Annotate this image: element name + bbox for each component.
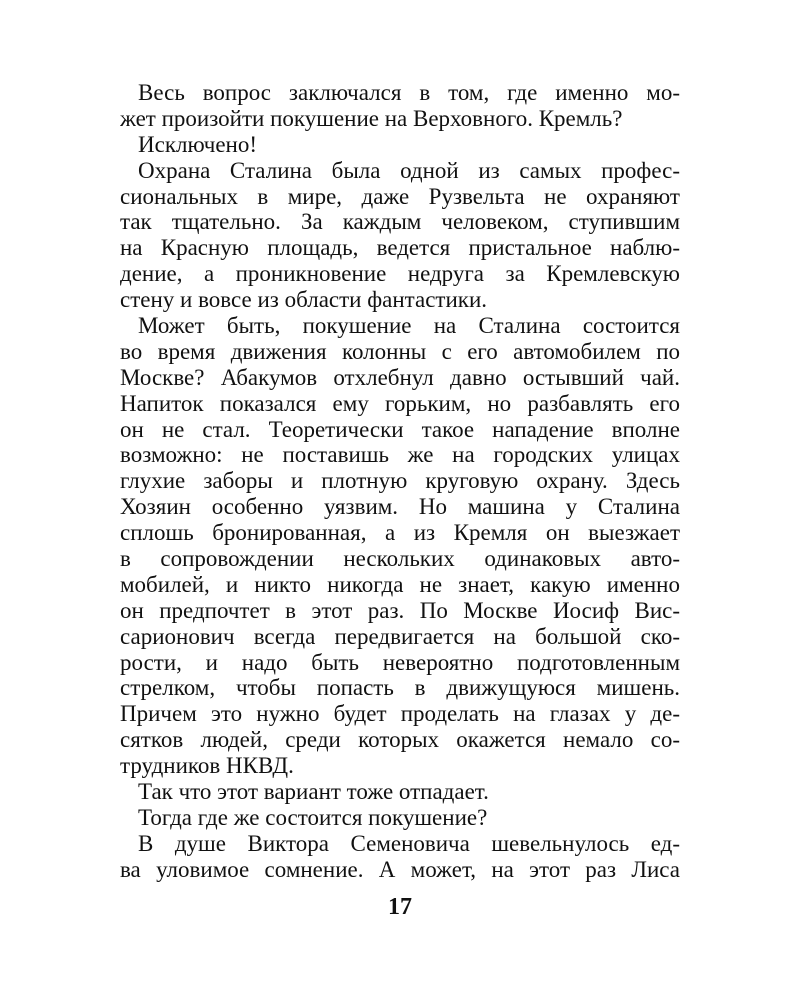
text-line: Тогда где же состоится покушение?: [138, 804, 488, 830]
text-line: ва уловимое сомнение. А может, на этот раз Лиса: [120, 856, 680, 882]
text-line: сиональных в мире, даже Рузвельта не охраняют: [120, 183, 680, 209]
text-line: Москве? Абакумов отхлебнул давно остывший чай.: [120, 364, 680, 390]
text-line: дение, а проникновение недруга за Кремлевскую: [120, 261, 680, 287]
text-line: сятков людей, среди которых окажется немало со-: [120, 727, 680, 753]
text-line: стрелком, чтобы попасть в движущуюся мишень.: [120, 675, 680, 701]
text-line: возможно: не поставишь же на городских улицах: [120, 442, 680, 468]
text-line: он не стал. Теоретически такое нападение вполне: [120, 416, 680, 442]
text-line: Исключено!: [138, 131, 258, 157]
text-line: Напиток показался ему горьким, но разбавлять его: [120, 390, 680, 416]
text-line: сарионович всегда передвигается на большой ско-: [120, 623, 680, 649]
text-line: Хозяин особенно уязвим. Но машина у Сталина: [120, 494, 680, 520]
text-line: В душе Виктора Семеновича шевельнулось ед-: [138, 830, 680, 856]
text-line: глухие заборы и плотную круговую охрану. Здесь: [120, 468, 680, 494]
text-line: мобилей, и никто никогда не знает, какую именно: [120, 571, 680, 597]
text-line: стену и вовсе из области фантастики.: [120, 287, 488, 313]
text-line: он предпочтет в этот раз. По Москве Иосиф Вис-: [120, 597, 680, 623]
text-line: Весь вопрос заключался в том, где именно мо-: [138, 80, 680, 105]
text-line: сплошь бронированная, а из Кремля он выезжает: [120, 520, 680, 546]
text-line: Причем это нужно будет проделать на глазах у де-: [120, 701, 680, 727]
text-line: на Красную площадь, ведется пристальное наблю-: [120, 235, 680, 261]
text-line: Так что этот вариант тоже отпадает.: [138, 779, 489, 805]
text-line: так тщательно. За каждым человеком, ступившим: [120, 209, 680, 235]
text-line: Охрана Сталина была одной из самых профес-: [138, 157, 680, 183]
text-line: во время движения колонны с его автомобилем по: [120, 338, 680, 364]
text-line: рости, и надо быть невероятно подготовленным: [120, 649, 680, 675]
text-line: жет произойти покушение на Верховного. Кремль?: [120, 105, 623, 131]
text-line: в сопровождении нескольких одинаковых авто-: [120, 546, 680, 572]
text-line: трудников НКВД.: [120, 753, 294, 779]
text-line: Может быть, покушение на Сталина состоится: [138, 313, 680, 339]
page-number: 17: [388, 894, 412, 920]
book-text-body: [120, 80, 680, 883]
